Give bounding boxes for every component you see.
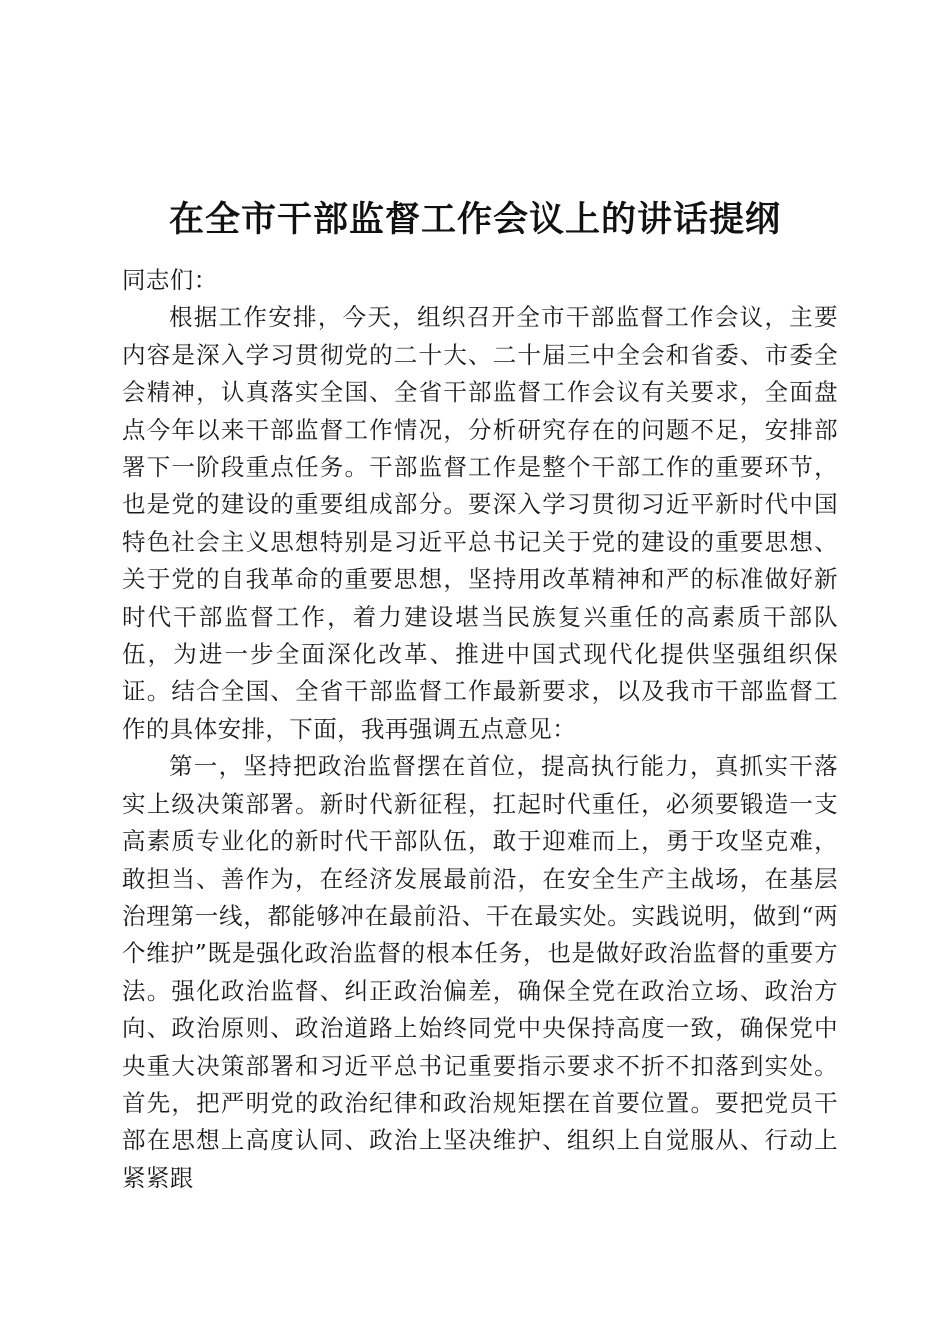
paragraph-point-one: 第一，坚持把政治监督摆在首位，提高执行能力，真抓实干落实上级决策部署。新时代新征程，扛起时代重任，必须要锻造一支高素质专业化的新时代干部队伍，敢于迎难而上，勇于攻坚克难，敢担当、善作为，在经济发展最前沿，在安全生产主战场，在基层治理第一线，都能够冲在最前沿、干在最实处。实践说明，做到“两个维护”既是强化政治监督的根本任务，也是做好政治监督的重要方法。强化政治监督、纠正政治偏差，确保全党在政治立场、政治方向、政治原则、政治道路上始终同党中央保持高度一致，确保党中央重大决策部署和习近平总书记重要指示要求不折不扣落到实处。首先，把严明党的政治纪律和政治规矩摆在首要位置。要把党员干部在思想上高度认同、政治上坚决维护、组织上自觉服从、行动上紧紧跟: [122, 752, 838, 1192]
document-body: [122, 262, 838, 1197]
document-title: 在全市干部监督工作会议上的讲话提纲: [168, 199, 781, 240]
salutation: 同志们：: [122, 266, 218, 294]
paragraph-intro: 根据工作安排，今天，组织召开全市干部监督工作会议，主要内容是深入学习贯彻党的二十大、二十届三中全会和省委、市委全会精神，认真落实全国、全省干部监督工作会议有关要求，全面盘点今年以来干部监督工作情况，分析研究存在的问题不足，安排部署下一阶段重点任务。干部监督工作是整个干部工作的重要环节，也是党的建设的重要组成部分。要深入学习贯彻习近平新时代中国特色社会主义思想特别是习近平总书记关于党的建设的重要思想、关于党的自我革命的重要思想，坚持用改革精神和严的标准做好新时代干部监督工作，着力建设堪当民族复兴重任的高素质干部队伍，为进一步全面深化改革、推进中国式现代化提供坚强组织保证。结合全国、全省干部监督工作最新要求，以及我市干部监督工作的具体安排，下面，我再强调五点意见：: [122, 303, 838, 743]
